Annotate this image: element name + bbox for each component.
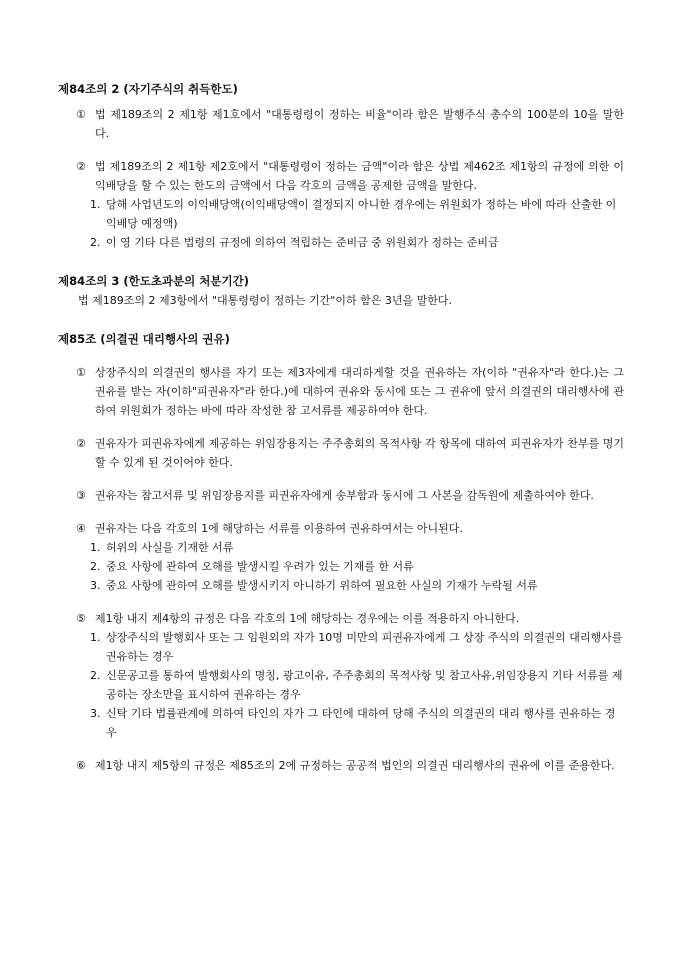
list-item [90, 557, 624, 576]
paragraph-text: 상장주식의 의결권의 행사를 자기 또는 제3자에게 대리하게할 것을 권유하는 자(이하 "권유자"라 한다.)는 그 권유를 받는 자(이하"피권유자"라 한다.)에 대하여 권유와 동시에 또는 그 권유에 앞서 의결권의 대리행사에 관하여 위원회가 정하는 바에 따라 작성한 참 고서류를 제공하여야 한다. [95, 366, 624, 417]
item-text: 허위의 사실을 기재한 서류 [106, 541, 234, 554]
list-item [90, 576, 624, 595]
article-84-2 [58, 80, 624, 252]
article-85-paragraph-4 [76, 519, 624, 538]
item-text: 신탁 기타 법률관계에 의하여 타인의 자가 그 타인에 대하여 당해 주식의 의결권의 대리 행사를 권유하는 경우 [106, 707, 616, 739]
paragraph-text: 법 제189조의 2 제1항 제2호에서 "대통령령이 정하는 금액"이라 함은 상법 제462조 제1항의 규정에 의한 이익배당을 할 수 있는 한도의 금액에서 다음 각호의 금액을 공제한 금액을 말한다. [95, 160, 624, 192]
article-84-3-title: 제84조의 3 (한도초과분의 처분기간) [58, 274, 249, 288]
item-number: 1. [90, 198, 101, 211]
paragraph-text: 권유자는 참고서류 및 위임장용지를 피권유자에게 송부함과 동시에 그 사본을 감독원에 제출하여야 한다. [95, 489, 594, 502]
paragraph-number: ④ [76, 522, 86, 535]
paragraph-number: ② [76, 160, 86, 173]
article-85-paragraph-1 [76, 363, 624, 420]
list-item [90, 195, 624, 233]
article-84-2-title: 제84조의 2 (자기주식의 취득한도) [58, 82, 238, 96]
paragraph-number: ③ [76, 489, 86, 502]
list-item [90, 538, 624, 557]
item-number: 1. [90, 631, 101, 644]
article-85-paragraph-6 [76, 756, 624, 775]
article-84-3-text: 법 제189조의 2 제3항에서 "대통령령이 정하는 기간"이하 함은 3년을 말한다. [78, 294, 452, 307]
list-item [90, 628, 624, 666]
paragraph-text: 권유자가 피권유자에게 제공하는 위임장용지는 주주총회의 목적사항 각 항목에 대하여 피권유자가 찬부를 명기할 수 있게 된 것이어야 한다. [95, 437, 624, 469]
list-item [90, 666, 624, 704]
article-85-paragraph-2 [76, 434, 624, 472]
item-number: 1. [90, 541, 101, 554]
paragraph-text: 제1항 내지 제5항의 규정은 제85조의 2에 규정하는 공공적 법인의 의결권 대리행사의 권유에 이를 준용한다. [95, 759, 615, 772]
item-text: 당해 사업년도의 이익배당액(이익배당액이 결정되지 아니한 경우에는 위원회가 정하는 바에 따라 산출한 이익배당 예정액) [106, 198, 617, 230]
paragraph-number: ⑥ [76, 759, 86, 772]
item-number: 3. [90, 579, 101, 592]
item-text: 이 영 기타 다른 법령의 규정에 의하여 적립하는 준비금 중 위원회가 정하는 준비금 [106, 236, 499, 249]
item-number: 2. [90, 560, 101, 573]
article-85 [58, 330, 624, 775]
article-84-2-paragraph-2 [76, 157, 624, 195]
paragraph-text: 제1항 내지 제4항의 규정은 다음 각호의 1에 해당하는 경우에는 이를 적용하지 아니한다. [95, 612, 520, 625]
item-number: 2. [90, 669, 101, 682]
paragraph-number: ① [76, 108, 86, 121]
paragraph-number: ① [76, 366, 86, 379]
item-text: 중요 사항에 관하여 오해를 발생시키지 아니하기 위하여 필요한 사실의 기재가 누락될 서류 [106, 579, 538, 592]
paragraph-text: 법 제189조의 2 제1항 제1호에서 "대통령령이 정하는 비율"이라 함은 발행주식 총수의 100분의 10을 말한다. [95, 108, 624, 140]
article-85-paragraph-3 [76, 486, 624, 505]
article-84-2-paragraph-1 [76, 105, 624, 143]
item-text: 신문공고를 통하여 발행회사의 명칭, 광고이유, 주주총회의 목적사항 및 참고사유,위임장용지 기타 서류를 제공하는 장소만을 표시하여 권유하는 경우 [106, 669, 623, 701]
article-85-paragraph-5 [76, 609, 624, 628]
item-number: 2. [90, 236, 101, 249]
item-text: 중요 사항에 관하여 오해를 발생시킬 우려가 있는 기재를 한 서류 [106, 560, 414, 573]
item-number: 3. [90, 707, 101, 720]
list-item [90, 233, 624, 252]
article-85-title: 제85조 (의결권 대리행사의 권유) [58, 332, 230, 346]
article-84-3 [58, 272, 624, 310]
paragraph-number: ⑤ [76, 612, 86, 625]
item-text: 상장주식의 발행회사 또는 그 임원외의 자가 10명 미만의 피권유자에게 그 상장 주식의 의결권의 대리행사를 권유하는 경우 [106, 631, 623, 663]
paragraph-number: ② [76, 437, 86, 450]
list-item [90, 704, 624, 742]
paragraph-text: 권유자는 다음 각호의 1에 해당하는 서류를 이용하여 권유하여서는 아니된다. [95, 522, 463, 535]
